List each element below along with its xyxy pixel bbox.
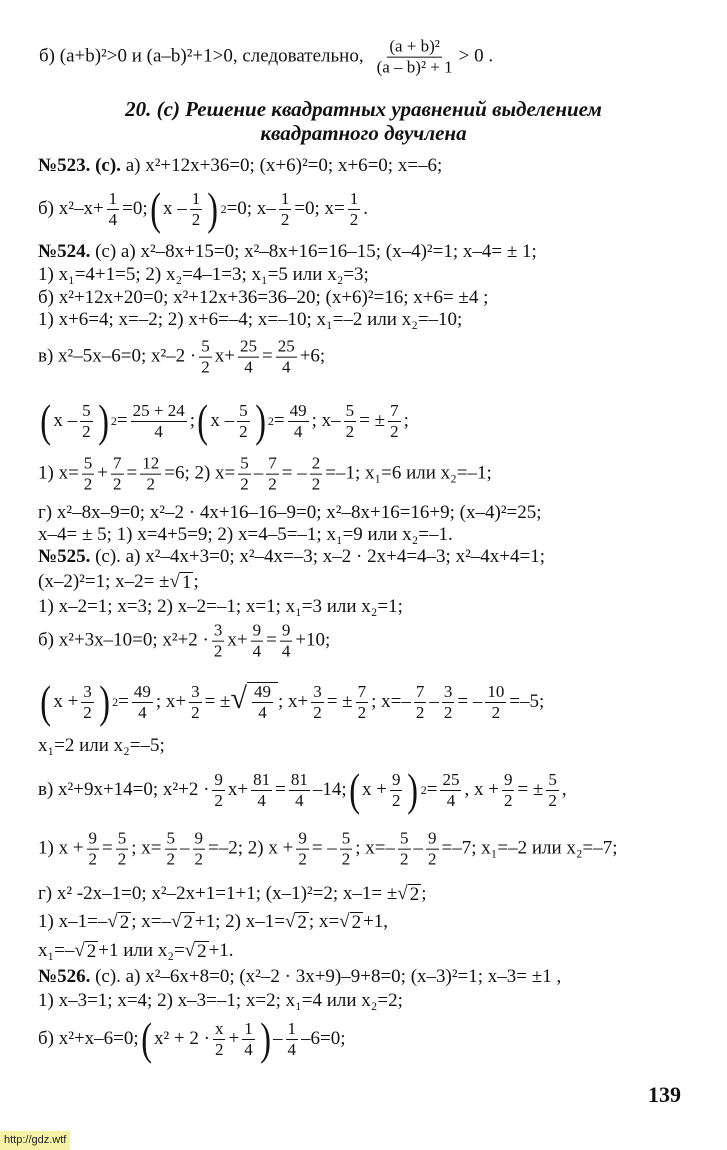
problem-526-line2: 1) x–3=1; x=4; 2) x–3=–1; x=2; x₁=4 или x₂=2; (38, 990, 403, 1011)
section-title-line2: квадратного двучлена (260, 121, 467, 145)
problem-524-line1: №524. (с) а) x²–8x+15=0; x²–8x+16=16–15; (x–4)²=1; x–4= ± 1; (38, 241, 537, 262)
page: б) (a+b)²>0 и (a–b)²+1>0, следовательно, $\frac{\text{(a + b)²}}{\text{(a – b)² + 1}}$ > 0 . 20. (с) Решение квадратных уравнений выделением квадратного двучлена №523. (с). а) x²+12x+36=0; (x+6)²=0; x+6=0; x=–6; б) x²–x+ $\frac{1}{4}$ =0; ( x – $\frac{1}{2}$ ) 2 =0; x– $\frac{1}{2}$ =0; x= $\frac{1}{2}$ . №524. (с) а) x²–8x+15=0; x²–8x+16=16–15; (x–4)²=1; x–4= ± 1; 1) x₁=4+1=5; 2) x₂=4–1=3; x₁=5 или x₂=3; б) x²+12x+20=0; x²+12x+36=36–20; (x+6)²=16; x+6= ±4 ; 1) x+6=4; x=–2; 2) x+6=–4; x=–10; x₁=–2 или x₂=–10; в) x²–5x–6=0; x²–2 · $\frac{5}{2}$ x+ $\frac{25}{4}$ = $\frac{25}{4}$ +6; ( x – $\frac{5}{2}$ ) 2 = $\frac{25 + 24}{4}$ ; ( x – $\frac{5}{2}$ ) 2 = $\frac{49}{4}$ ; x– $\frac{5}{2}$ = ± $\frac{7}{2}$ ; 1) x= $\frac{5}{2}$ + $\frac{7}{2}$ = $\frac{12}{2}$ =6; 2) x= $\frac{5}{2}$ – $\frac{7}{2}$ = – $\frac{2}{2}$ =–1; x₁=6 или x₂=–1; г) x²–8x–9=0; x²–2 · 4x+16–16–9=0; x²–8x+16=16+9; (x–4)²=25; x–4= ± 5; 1) x=4+5=9; 2) x=4–5=–1; x₁=9 или x₂=–1. №525. (с). а) x²–4x+3=0; x²–4x=–3; x–2 · 2x+4=4–3; x²–4x+4=1; (x–2)²=1; x–2= ± √ 1 ; 1) x–2=1; x=3; 2) x–2=–1; x=1; x₁=3 или x₂=1; б) x²+3x–10=0; x²+2 · $\frac{3}{2}$ x+ $\frac{9}{4}$ = $\frac{9}{4}$ +10; ( x + $\frac{3}{2}$ ) 2 = $\frac{49}{4}$ ; x+ $\frac{3}{2}$ = ± √ $\frac{49}{4}$ ; x+ $\frac{3}{2}$ = ± $\frac{7}{2}$ ; x=– $\frac{7}{2}$ – $\frac{3}{2}$ = – $\frac{10}{2}$ =–5; x₁=2 или x₂=–5; в) x²+9x+14=0; x²+2 · $\frac{9}{2}$ x+ $\frac{81}{4}$ = $\frac{81}{4}$ –14; ( x + $\frac{9}{2}$ ) 2 = $\frac{25}{4}$ , x + $\frac{9}{2}$ = ± $\frac{5}{2}$ , 1) x + $\frac{9}{2}$ = $\frac{5}{2}$ ; x= $\frac{5}{2}$ – $\frac{9}{2}$ =–2; 2) x + $\frac{9}{2}$ = – $\frac{5}{2}$ ; x=– $\frac{5}{2}$ – $\frac{9}{2}$ =–7; x₁=–2 или x₂=–7; г) x² -2x–1=0; x²–2x+1=1+1; (x–1)²=2; x–1= ± √ 2 ; 1) x–1=– √ 2 ; x=– √ 2 +1; 2) x–1= √ 2 ; x= √ 2 +1, x₁=– √ 2 +1 или x₂= √ 2 +1. №526. (с). а) x²–6x+8=0; (x²–2 · 3x+9)–9+8=0; (x–3)²=1; x–3= ±1 , 1) x–3=1; x=4; 2) x–3=–1; x=2; x₁=4 или x₂=2; б) x²+x–6=0; ( x² + 2 · $\frac{x}{2}$ + $\frac{1}{4}$ ) – $\frac{1}{4}$ –6=0; 139 http://gdz.wtf (0, 0, 727, 1150)
watermark-link[interactable]: http://gdz.wtf (0, 1131, 70, 1150)
problem-526-line1: №526. (с). а) x²–6x+8=0; (x²–2 · 3x+9)–9+8=0; (x–3)²=1; x–3= ±1 , (38, 966, 562, 987)
problem-524-line3: б) x²+12x+20=0; x²+12x+36=36–20; (x+6)²=16; x+6= ±4 ; (38, 287, 489, 308)
problem-525-line6: x₁=2 или x₂=–5; (38, 735, 165, 756)
problem-524-line8: г) x²–8x–9=0; x²–2 · 4x+16–16–9=0; x²–8x+16=16+9; (x–4)²=25; (38, 502, 542, 523)
problem-525-g: г) x² -2x–1=0; x²–2x+1=1+1; (x–1)²=2; x–1= ± √ 2 ; (38, 883, 427, 905)
problem-524-line2: 1) x₁=4+1=5; 2) x₂=4–1=3; x₁=5 или x₂=3; (38, 264, 369, 285)
fraction: $\frac{\text{(a + b)²}}{\text{(a – b)² + 1}}$ (376, 36, 453, 77)
section-title-line1: 20. (с) Решение квадратных уравнений выделением (125, 97, 602, 121)
problem-525-g2: 1) x–1=– √ 2 ; x=– √ 2 +1; 2) x–1= √ 2 ; x= √ 2 +1, (38, 911, 389, 933)
problem-524-line4: 1) x+6=4; x=–2; 2) x+6=–4; x=–10; x₁=–2 или x₂=–10; (38, 309, 463, 330)
page-number: 139 (648, 1082, 681, 1107)
problem-524-line9: x–4= ± 5; 1) x=4+5=9; 2) x=4–5=–1; x₁=9 или x₂=–1. (38, 524, 453, 545)
problem-525-g3: x₁=– √ 2 +1 или x₂= √ 2 +1. (38, 940, 234, 962)
problem-525-line2: (x–2)²=1; x–2= ± √ 1 ; (38, 571, 199, 593)
problem-525-line3: 1) x–2=1; x=3; 2) x–2=–1; x=1; x₁=3 или x₂=1; (38, 596, 403, 617)
problem-523-a: №523. (с). а) x²+12x+36=0; (x+6)²=0; x+6=0; x=–6; (38, 155, 443, 176)
problem-525-line1: №525. (с). а) x²–4x+3=0; x²–4x=–3; x–2 · 2x+4=4–3; x²–4x+4=1; (38, 546, 545, 567)
